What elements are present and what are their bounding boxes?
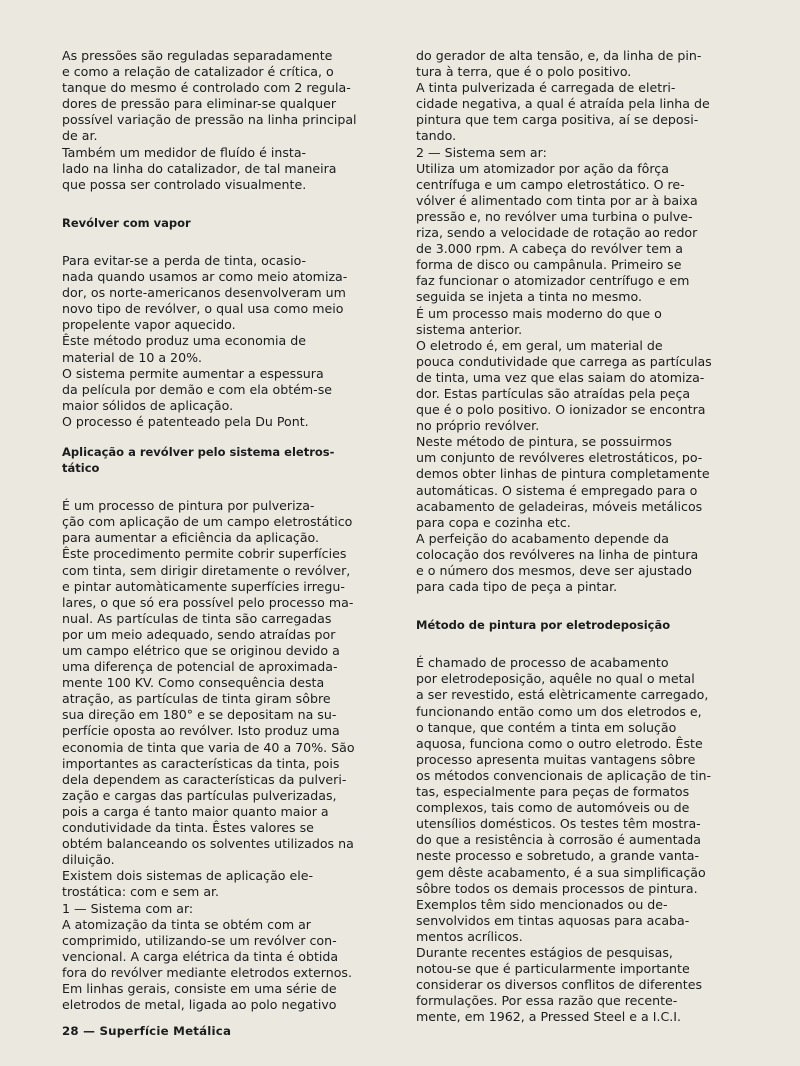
section-heading: Método de pintura por eletrodeposição: [416, 618, 671, 633]
paragraph: O processo é patenteado pela Du Pont.: [62, 413, 309, 429]
paragraph: A tinta pulverizada é carregada de eletri- cidade negativa, a qual é atraída pela linha de pintura que tem carga positiva, aí se deposi- tando.: [416, 80, 710, 144]
publication-title: Superfície Metálica: [99, 1024, 232, 1038]
paragraph: As pressões são reguladas separadamente e como a relação de catalizador é crítica, o tanque do mesmo é controlado com 2 regula- dores de pressão para eliminar-se qualquer possível variação de pressão na linha principal de ar.: [62, 48, 357, 144]
paragraph: O eletrodo é, em geral, um material de pouca condutividade que carrega as partículas de tinta, uma vez que elas saiam do atomiza- dor. Estas partículas são atraídas pela peça que é o polo positivo. O ionizador se encontra no próprio revólver.: [416, 337, 712, 434]
right-column: [416, 48, 752, 1025]
page-number: 28: [62, 1024, 79, 1038]
paragraph: Existem dois sistemas de aplicação ele- trostática: com e sem ar.: [62, 868, 314, 900]
paragraph: É um processo mais moderno do que o sistema anterior.: [416, 305, 662, 337]
paragraph: Exemplos têm sido mencionados ou de- senvolvidos em tintas aquosas para acaba- mentos acrílicos.: [416, 896, 690, 944]
paragraph: 1 — Sistema com ar:: [62, 900, 194, 916]
paragraph: A atomização da tinta se obtém com ar comprimido, utilizando-se um revólver con- vencional. A carga elétrica da tinta é obtida fora do revólver mediante eletrodos externos. Em linhas gerais, consiste em uma série de eletrodos de metal, ligada ao polo negativo: [62, 916, 353, 1013]
paragraph: 2 — Sistema sem ar:: [416, 144, 547, 160]
paragraph: Também um medidor de fluído é insta- lado na linha do catalizador, de tal maneira que possa ser controlado visualmente.: [62, 144, 337, 192]
paragraph: Utiliza um atomizador por ação da fôrça centrífuga e um campo eletrostático. O re- vólver é alimentado com tinta por ar à baixa pressão e, no revólver uma turbina o pulve- riza, sendo a velocidade de rotação ao redor de 3.000 rpm. A cabeça do revólver tem a forma de disco ou campânula. Primeiro se faz funcionar o atomizador centrífugo e em seguida se injeta a tinta no mesmo.: [416, 160, 698, 305]
paragraph: do gerador de alta tensão, e, da linha de pin- tura à terra, que é o polo positivo.: [416, 48, 702, 80]
left-column: [62, 48, 396, 1013]
paragraph: A perfeição do acabamento depende da colocação dos revólveres na linha de pintura e o número dos mesmos, deve ser ajustado para cada tipo de peça a pintar.: [416, 530, 699, 595]
paragraph: Durante recentes estágios de pesquisas, notou-se que é particularmente importante considerar os diversos conflitos de diferentes formulações. Por essa razão que recente- mente, em 1962, a Pressed Steel e a I.C.I.: [416, 944, 703, 1025]
paragraph: É um processo de pintura por pulveriza- ção com aplicação de um campo eletrostático para aumentar a eficiência da aplicação. Êste procedimento permite cobrir superfícies com tinta, sem dirigir diretamente o revólver, e pintar automàticamente superfícies irregu- lares, o que só era possível pelo processo ma- nual. As partículas de tinta são carregadas por um meio adequado, sendo atraídas por um campo elétrico que se originou devido a uma diferença de potencial de aproximada- mente 100 KV. Como consequência desta atração, as partículas de tinta giram sôbre sua direção em 180° e se depositam na su- perfície oposta ao revólver. Isto produz uma economia de tinta que varia de 40 a 70%. São importantes as características da tinta, pois dela dependem as características da pulveri- zação e cargas das partículas pulverizadas, pois a carga é tanto maior quanto maior a condutividade da tinta. Êstes valores se obtém balanceando os solventes utilizados na diluição.: [62, 498, 355, 868]
section-heading: Aplicação a revólver pelo sistema eletros- tático: [62, 444, 335, 476]
paragraph: Êste método produz uma economia de material de 10 a 20%.: [62, 333, 307, 365]
page-footer: [62, 1024, 231, 1038]
paragraph: O sistema permite aumentar a espessura da película por demão e com ela obtém-se maior sólidos de aplicação.: [62, 365, 333, 413]
footer-dash: —: [83, 1024, 96, 1038]
section-heading: Revólver com vapor: [62, 215, 191, 230]
paragraph: É chamado de processo de acabamento por eletrodeposição, aquêle no qual o metal a ser revestido, está elètricamente carregado, funcionando então como um dos eletrodos e, o tanque, que contém a tinta em solução aquosa, funciona como o outro eletrodo. Êste processo apresenta muitas vantagens sôbre os métodos convencionais de aplicação de tin- tas, especialmente para peças de formatos complexos, tais como de automóveis ou de utensílios domésticos. Os testes têm mostra- do que a resistência à corrosão é aumentada neste processo e sobretudo, a grande vanta- gem dêste acabamento, é a sua simplificação sôbre todos os demais processos de pintura.: [416, 655, 712, 896]
paragraph: Neste método de pintura, se possuirmos um conjunto de revólveres eletrostáticos, po- demos obter linhas de pintura completamente automáticas. O sistema é empregado para o acabamento de geladeiras, móveis metálicos para copa e cozinha etc.: [416, 434, 710, 530]
paragraph: Para evitar-se a perda de tinta, ocasio- nada quando usamos ar como meio atomiza- dor, os norte-americanos desenvolveram um novo tipo de revólver, o qual usa como meio propelente vapor aquecido.: [62, 252, 348, 333]
